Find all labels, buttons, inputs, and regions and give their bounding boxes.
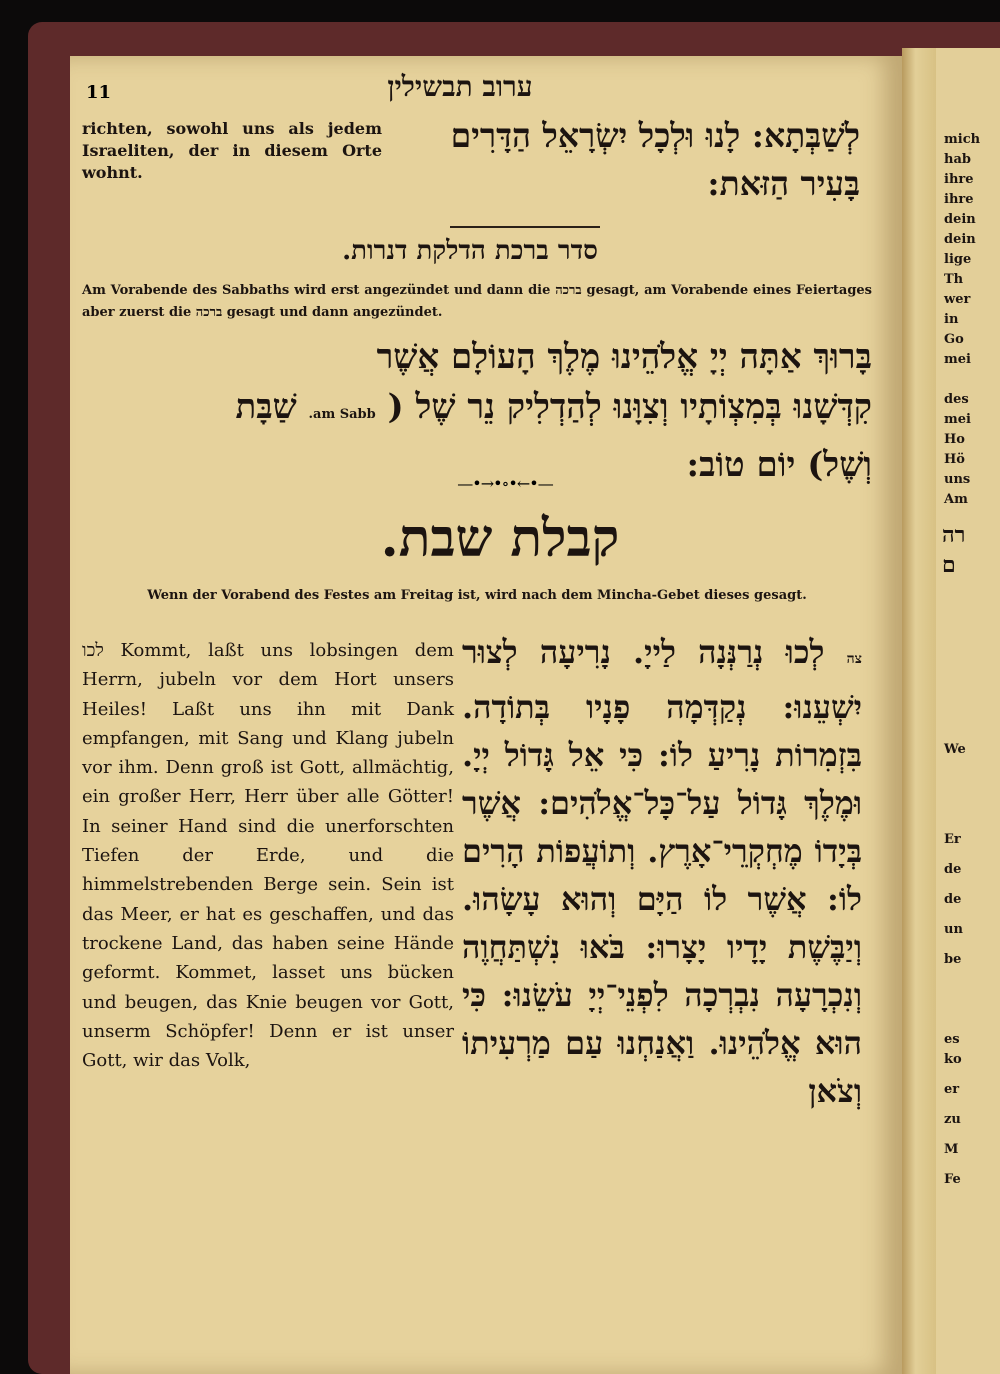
blessing-sabbath-note: am Sabb. [308,407,376,422]
candle-lighting-instruction: Am Vorabende des Sabbaths wird erst angezündet und dann die ברכה gesagt, am Vorabende eines Feiertages aber zuerst die ברכה gesagt und dann angezündet. [82,283,872,320]
facing-page-fragment: Th [944,272,964,287]
facing-page-fragment: zu [944,1112,961,1127]
facing-page-fragment: Er [944,832,961,847]
facing-page-fragment: mei [944,352,971,367]
facing-page-fragment: Am [944,492,968,507]
facing-page-fragment: be [944,952,962,967]
psalm-hebrew-column [462,628,862,1115]
candle-blessing [82,332,872,490]
facing-page-edge [936,48,1000,1374]
candle-lighting-section-title: סדר ברכת הדלקת דנרות. [342,236,598,266]
intro-german-text: richten, sowohl uns als jedem Israeliten, der in diesem Orte wohnt. [82,119,382,182]
facing-page-fragment: Ho [944,432,965,447]
page-gutter [902,48,936,1374]
facing-page-fragment: רה [942,522,966,548]
facing-page-fragment: ם [942,552,956,578]
ornament-divider: —•→•∘•←•— [457,474,553,493]
psalm-german-column [82,636,454,1075]
facing-page-fragment: de [944,892,962,907]
facing-page-fragment: Hö [944,452,965,467]
facing-page-fragment: Fe [944,1172,961,1187]
facing-page-fragment: ko [944,1052,962,1067]
facing-page-fragment: de [944,862,962,877]
facing-page-fragment: ihre [944,172,974,187]
blessing-line-3: וְשֶׁל) יוֹם טוֹב: [686,445,872,485]
kabbalat-instruction: Wenn der Vorabend des Festes am Freitag ist, wird nach dem Mincha-Gebet dieses gesagt. [147,588,807,603]
psalm-german-text: Kommt, laßt uns lobsingen dem Herrn, jubeln vor dem Hort unsers Heiles! Laßt uns ihn mit Dank empfangen, mit Sang und Klang jubeln vor ihm. Denn groß ist Gott, allmächtig, ein großer Herr, Herr über alle Götter! In seiner Hand sind die unerforschten Tiefen der Erde, und die himmelstrebenden Berge sein. Sein ist das Meer, er hat es geschaffen, und das trockene Land, das haben seine Hände geformt. Kommet, lasset uns bücken und beugen, das Knie beugen vor Gott, unserm Schöpfer! Denn er ist unser Gott, wir das Volk, [82,640,454,1072]
facing-page-fragment: dein [944,232,976,247]
facing-page-fragment: er [944,1082,960,1097]
running-title: ערוב תבשילין [387,70,533,103]
facing-page-fragment: hab [944,152,971,167]
facing-page-fragment: wer [944,292,971,307]
kabbalat-shabbat-heading: קבלת שבת. [380,508,620,569]
facing-page-fragment: es [944,1032,960,1047]
section-divider-rule [450,226,600,228]
psalm-hebrew-text: לְכוּ נְרַנְּנָה לַייָ. נָרִיעָה לְצוּר יִשְׁעֵנוּ: נְקַדְּמָה פָנָיו בְּתוֹדָה. בִּזְמִרוֹת נָרִיעַ לוֹ: כִּי אֵל גָּדוֹל יְיָ. וּמֶלֶךְ גָּדוֹל עַל־כָּל־אֱלֹהִים: אֲשֶׁר בְּיָדוֹ מֶחְקְרֵי־אָרֶץ. וְתוֹעֲפוֹת הָרִים לוֹ: אֲשֶׁר לוֹ הַיָּם וְהוּא עָשָׂהוּ. וְיַבֶּשֶׁת יָדָיו יָצָרוּ: בֹּאוּ נִשְׁתַּחֲוֶה וְנִכְרָעָה נִבְרְכָה לִפְנֵי־יְיָ עֹשֵׂנוּ: כִּי הוּא אֱלֹהֵינוּ. וַאֲנַחְנוּ עַם מַרְעִיתוֹ וְצֹאן [462,633,862,1110]
facing-page-fragment: in [944,312,959,327]
facing-page-fragment: des [944,392,969,407]
blessing-line-2-main: קִדְּשָׁנוּ בְּמִצְוֹתָיו וְצִוָּנוּ לְהַדְלִיק נֵר שֶׁל ( [387,387,872,427]
facing-page-fragment: mei [944,412,971,427]
facing-page-fragment: lige [944,252,972,267]
facing-page-fragment: M [944,1142,959,1157]
facing-page-fragment: ihre [944,192,974,207]
blessing-line-1: בָּרוּךְ אַתָּה יְיָ אֱלֹהֵינוּ מֶלֶךְ הָעוֹלָם אֲשֶׁר [376,337,872,377]
blessing-line-2-end: שַׁבָּת [235,387,297,427]
psalm-number-marker: צה [846,651,863,667]
facing-page-fragment: We [944,742,966,757]
intro-hebrew-text: לְשַׁבְּתָא: לָנוּ וּלְכָל יִשְׂרָאֵל הַדָּרִים בָּעִיר הַזּאת: [450,116,860,203]
facing-page-fragment: un [944,922,963,937]
facing-page-fragment: Go [944,332,964,347]
facing-page-fragment: uns [944,472,971,487]
psalm-german-label: לכו [82,640,104,661]
blessing-line-2 [82,382,872,440]
facing-page-fragment: dein [944,212,976,227]
facing-page-fragment: mich [944,132,981,147]
page-number: 11 [86,82,112,103]
